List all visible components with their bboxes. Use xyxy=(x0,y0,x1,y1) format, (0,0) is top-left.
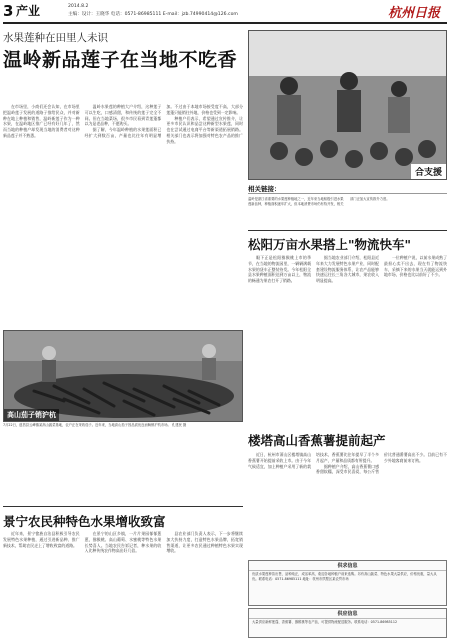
article-paragraph: 在市场里，小商们还会认知，在市场里把温岭莲子发展的道路子推给民众，并对新种在地上种植和销售，温岭新莲子作为一种水果，在温岭地区推广已经有好几年了，然而当地的种植户却发现当地的消费者对这种新品莲子并不熟悉。 xyxy=(3,104,80,138)
lead-kicker: 水果莲种在田里人未识 xyxy=(3,32,108,44)
article-paragraph: 据种植户介绍，高山香蕉薯口感香甜软糯，深受市民喜爱，每公斤售价比普通番薯高出不少。目前已有不少外地客商前来订购。 xyxy=(316,452,447,475)
box-heading: 供求信息 xyxy=(249,561,446,571)
jingning-headline: 景宁农民种特色水果增收致富 xyxy=(3,514,166,529)
jingning-article-body xyxy=(3,531,243,637)
divider xyxy=(248,193,447,194)
sweet-potato-headline: 楼塔高山香蕉薯提前起产 xyxy=(248,433,386,448)
article-paragraph: 温岭水果莲的种植大户介绍，这种莲子可以生吃，口感清甜，和传统的莲子完全不同。但在当地菜场，很多市民看到青莲蓬都以为是老品种，不愿购买。 xyxy=(84,104,162,127)
article-paragraph: 据了解，今年温岭种植的水果莲面积已经扩大到数百亩，产量也比往年有明显增加。不过由于本地市场接受度不高，大部分莲蓬只能销往外地，价格也受到一定影响。 xyxy=(84,104,243,138)
related-links-heading: 相关链接： xyxy=(248,185,281,193)
article-paragraph: 近日，杭州市萧山区楼塔镇高山香蕉薯开始提前采收上市。由于今年气候适宜，加上种植户采用了新的栽培技术，香蕉薯比往年提早了半个多月起产，产量和品质都有所提升。 xyxy=(248,452,379,469)
photo-caption xyxy=(3,423,243,428)
article-paragraph: 一位种植户说，以前水果成熟了最担心卖不出去，现在有了物流快车，采摘下来的水果当天就能运到外地市场，价格也比以前好了不少。 xyxy=(384,255,447,278)
header-rule xyxy=(3,22,447,24)
article-paragraph: 在景宁的山区乡镇，一片片果园郁郁葱葱，猕猴桃、高山葡萄、水蜜桃等特色水果长势喜人。当地农民告诉记者，种水果的收入比种传统农作物高出好几倍。 xyxy=(84,531,162,554)
article-paragraph: 县农业部门负责人表示，下一步将继续加大扶持力度，打造特色水果品牌，拓宽销售渠道，让更多农民通过种植特色水果实现增收。 xyxy=(166,531,243,554)
section-title: 产业 xyxy=(16,4,41,18)
issue-date: 2014.8.2 xyxy=(68,4,89,9)
eggplant-harvest-photo xyxy=(3,330,243,422)
caption-text: 7月22日，遂昌县云峰镇某高山蔬菜基地，农户正在采收茄子。近年来，当地高山茄子因品质优良而畅销沪杭市场。 xyxy=(3,423,171,427)
sweet-potato-article-body xyxy=(248,452,447,550)
paper-logo: 杭州日报 xyxy=(387,6,440,21)
kiwi-headline: 松阳万亩水果搭上"物流快车" xyxy=(248,237,412,252)
lead-headline: 温岭新品莲子在当地不吃香 xyxy=(3,49,238,71)
lotus-vendors-photo xyxy=(248,30,447,180)
masthead xyxy=(0,0,450,26)
box-text: 优质水果莲种苗出售，品种纯正，成活率高，欢迎各地种植户前来选购。另有高山蔬菜、特色水果大量供应，价格优惠，量大从优。联系电话：0571-86985111 地址：杭州市拱墅区某农贸市场 xyxy=(252,572,437,581)
photo-tag: 高山茄子销沪杭 xyxy=(4,409,59,421)
editor-line: 主编：设计：王晓华 电话：0571-86985111 E-mail：jzb.74990414@126.com xyxy=(68,12,238,17)
photo-illustration xyxy=(249,31,447,180)
photo-tag: 合支援 xyxy=(411,164,446,179)
page-number: 3 xyxy=(3,2,14,20)
divider xyxy=(3,506,243,507)
article-paragraph: 近年来，景宁畲族自治县积极引导农民发展特色水果种植，通过引进新品种、推广新技术，帮助农民走上了增收致富的道路。 xyxy=(3,531,80,548)
kiwi-article-body xyxy=(248,255,447,415)
lead-article-body xyxy=(3,104,243,330)
box-heading: 供应信息 xyxy=(249,609,446,619)
supply-demand-box xyxy=(248,560,447,606)
box-text: 大量供应新鲜莲蓬、香蕉薯、猕猴桃等农产品，可提供物流配送服务。联系电话：0571-86985112 xyxy=(252,620,398,624)
article-paragraph: 种植户们表示，希望通过宣传推介，让更多市民认识和品尝这种新型水果莲，同时也在尝试通过电商平台等新渠道拓展销路。相关部门也表示将加强对特色农产品的推广扶持。 xyxy=(166,115,243,144)
divider xyxy=(248,230,447,231)
related-links-body: 温岭是浙江省重要的水果莲种植地之一，近年来当地积极引进水果莲新品种，种植面积逐年扩大，但本地消费市场仍有待开发，相关部门正加大宣传推介力度。 xyxy=(248,197,390,206)
supply-info-box xyxy=(248,608,447,638)
photo-credit: 孔建民 摄 xyxy=(171,423,187,427)
article-paragraph: 眼下正是松阳猕猴桃上市的季节，在当地的物流园里，一辆辆满载水果的货车正整装待发。今年松阳全县水果种植面积达到万亩以上，物流的畅通为果农打开了销路。 xyxy=(248,255,311,284)
article-paragraph: 据当地农业部门介绍，松阳县近年来大力发展特色水果产业，同时配套建设物流服务体系，让农产品能够快速运往长三角各大城市，果农收入明显提高。 xyxy=(316,255,379,284)
